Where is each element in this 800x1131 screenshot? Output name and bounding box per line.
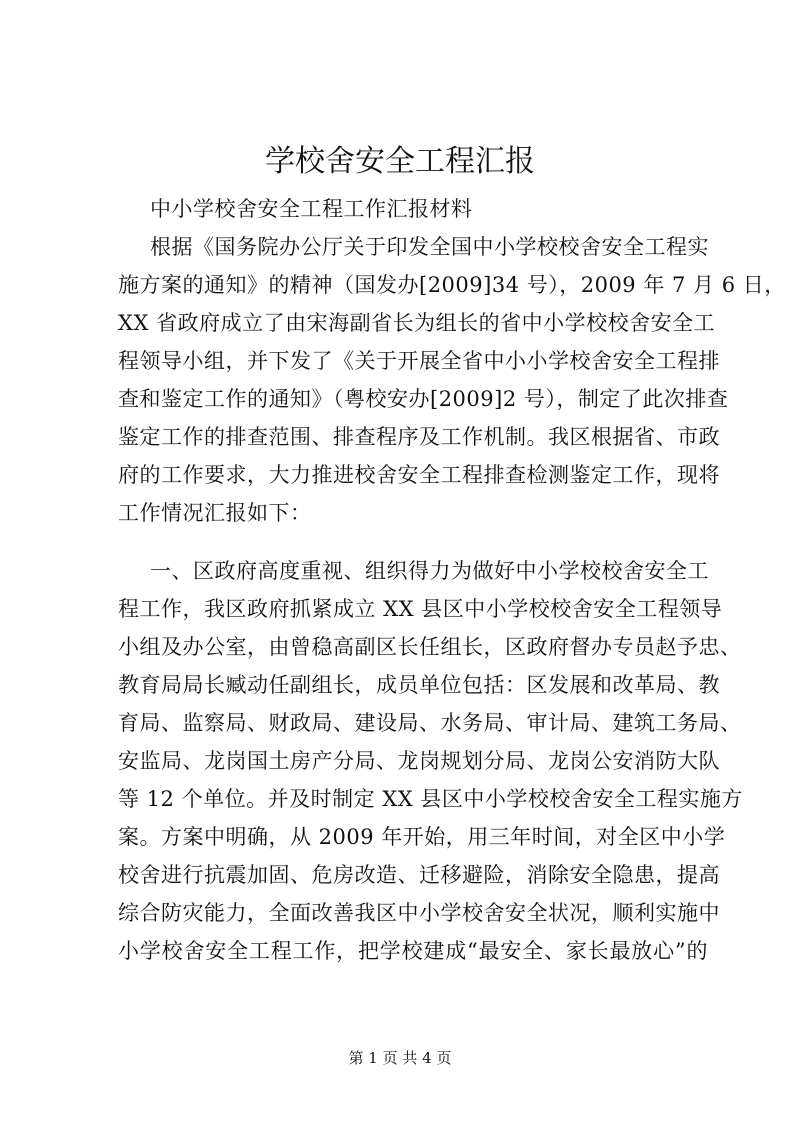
subtitle-line: 中小学校舍安全工程工作汇报材料 bbox=[150, 197, 473, 221]
paragraph-line: 安监局、龙岗国土房产分局、龙岗规划分局、龙岗公安消防大队 bbox=[118, 749, 720, 773]
paragraph-line: 综合防灾能力，全面改善我区中小学校舍安全状况，顺利实施中 bbox=[118, 901, 720, 925]
paragraph-line: 程领导小组，并下发了《关于开展全省中小小学校舍安全工程排 bbox=[118, 349, 720, 373]
paragraph-line: 府的工作要求，大力推进校舍安全工程排查检测鉴定工作，现将 bbox=[118, 463, 720, 487]
paragraph-line: 程工作，我区政府抓紧成立 XX 县区中小学校校舍安全工程领导 bbox=[118, 597, 723, 621]
paragraph-line: 教育局局长臧动任副组长，成员单位包括：区发展和改革局、教 bbox=[118, 673, 720, 697]
paragraph-line: 育局、监察局、财政局、建设局、水务局、审计局、建筑工务局、 bbox=[118, 711, 742, 735]
document-title: 学校舍安全工程汇报 bbox=[265, 144, 535, 179]
paragraph-line: 工作情况汇报如下： bbox=[118, 501, 312, 525]
paragraph-line: 案。方案中明确，从 2009 年开始，用三年时间，对全区中小学 bbox=[118, 825, 726, 849]
paragraph-line: 小学校舍安全工程工作，把学校建成“最安全、家长最放心”的 bbox=[118, 939, 708, 963]
paragraph-line: 查和鉴定工作的通知》（粤校安办[2009]2 号），制定了此次排查 bbox=[118, 387, 729, 411]
paragraph-line: XX 省政府成立了由宋海副省长为组长的省中小学校校舍安全工 bbox=[118, 311, 716, 335]
section-heading-line: 一、区政府高度重视、组织得力为做好中小学校校舍安全工 bbox=[150, 559, 709, 583]
paragraph-line: 施方案的通知》的精神（国发办[2009]34 号），2009 年 7 月 6 日， bbox=[118, 273, 786, 297]
paragraph-line: 小组及办公室，由曾稳高副区长任组长，区政府督办专员赵予忠、 bbox=[118, 635, 742, 659]
paragraph-line: 校舍进行抗震加固、危房改造、迁移避险，消除安全隐患，提高 bbox=[118, 863, 720, 887]
page-footer: 第 1 页 共 4 页 bbox=[348, 1049, 452, 1067]
paragraph-line: 根据《国务院办公厅关于印发全国中小学校校舍安全工程实 bbox=[150, 235, 709, 259]
paragraph-line: 鉴定工作的排查范围、排查程序及工作机制。我区根据省、市政 bbox=[118, 425, 720, 449]
paragraph-line: 等 12 个单位。并及时制定 XX 县区中小学校校舍安全工程实施方 bbox=[118, 787, 743, 811]
